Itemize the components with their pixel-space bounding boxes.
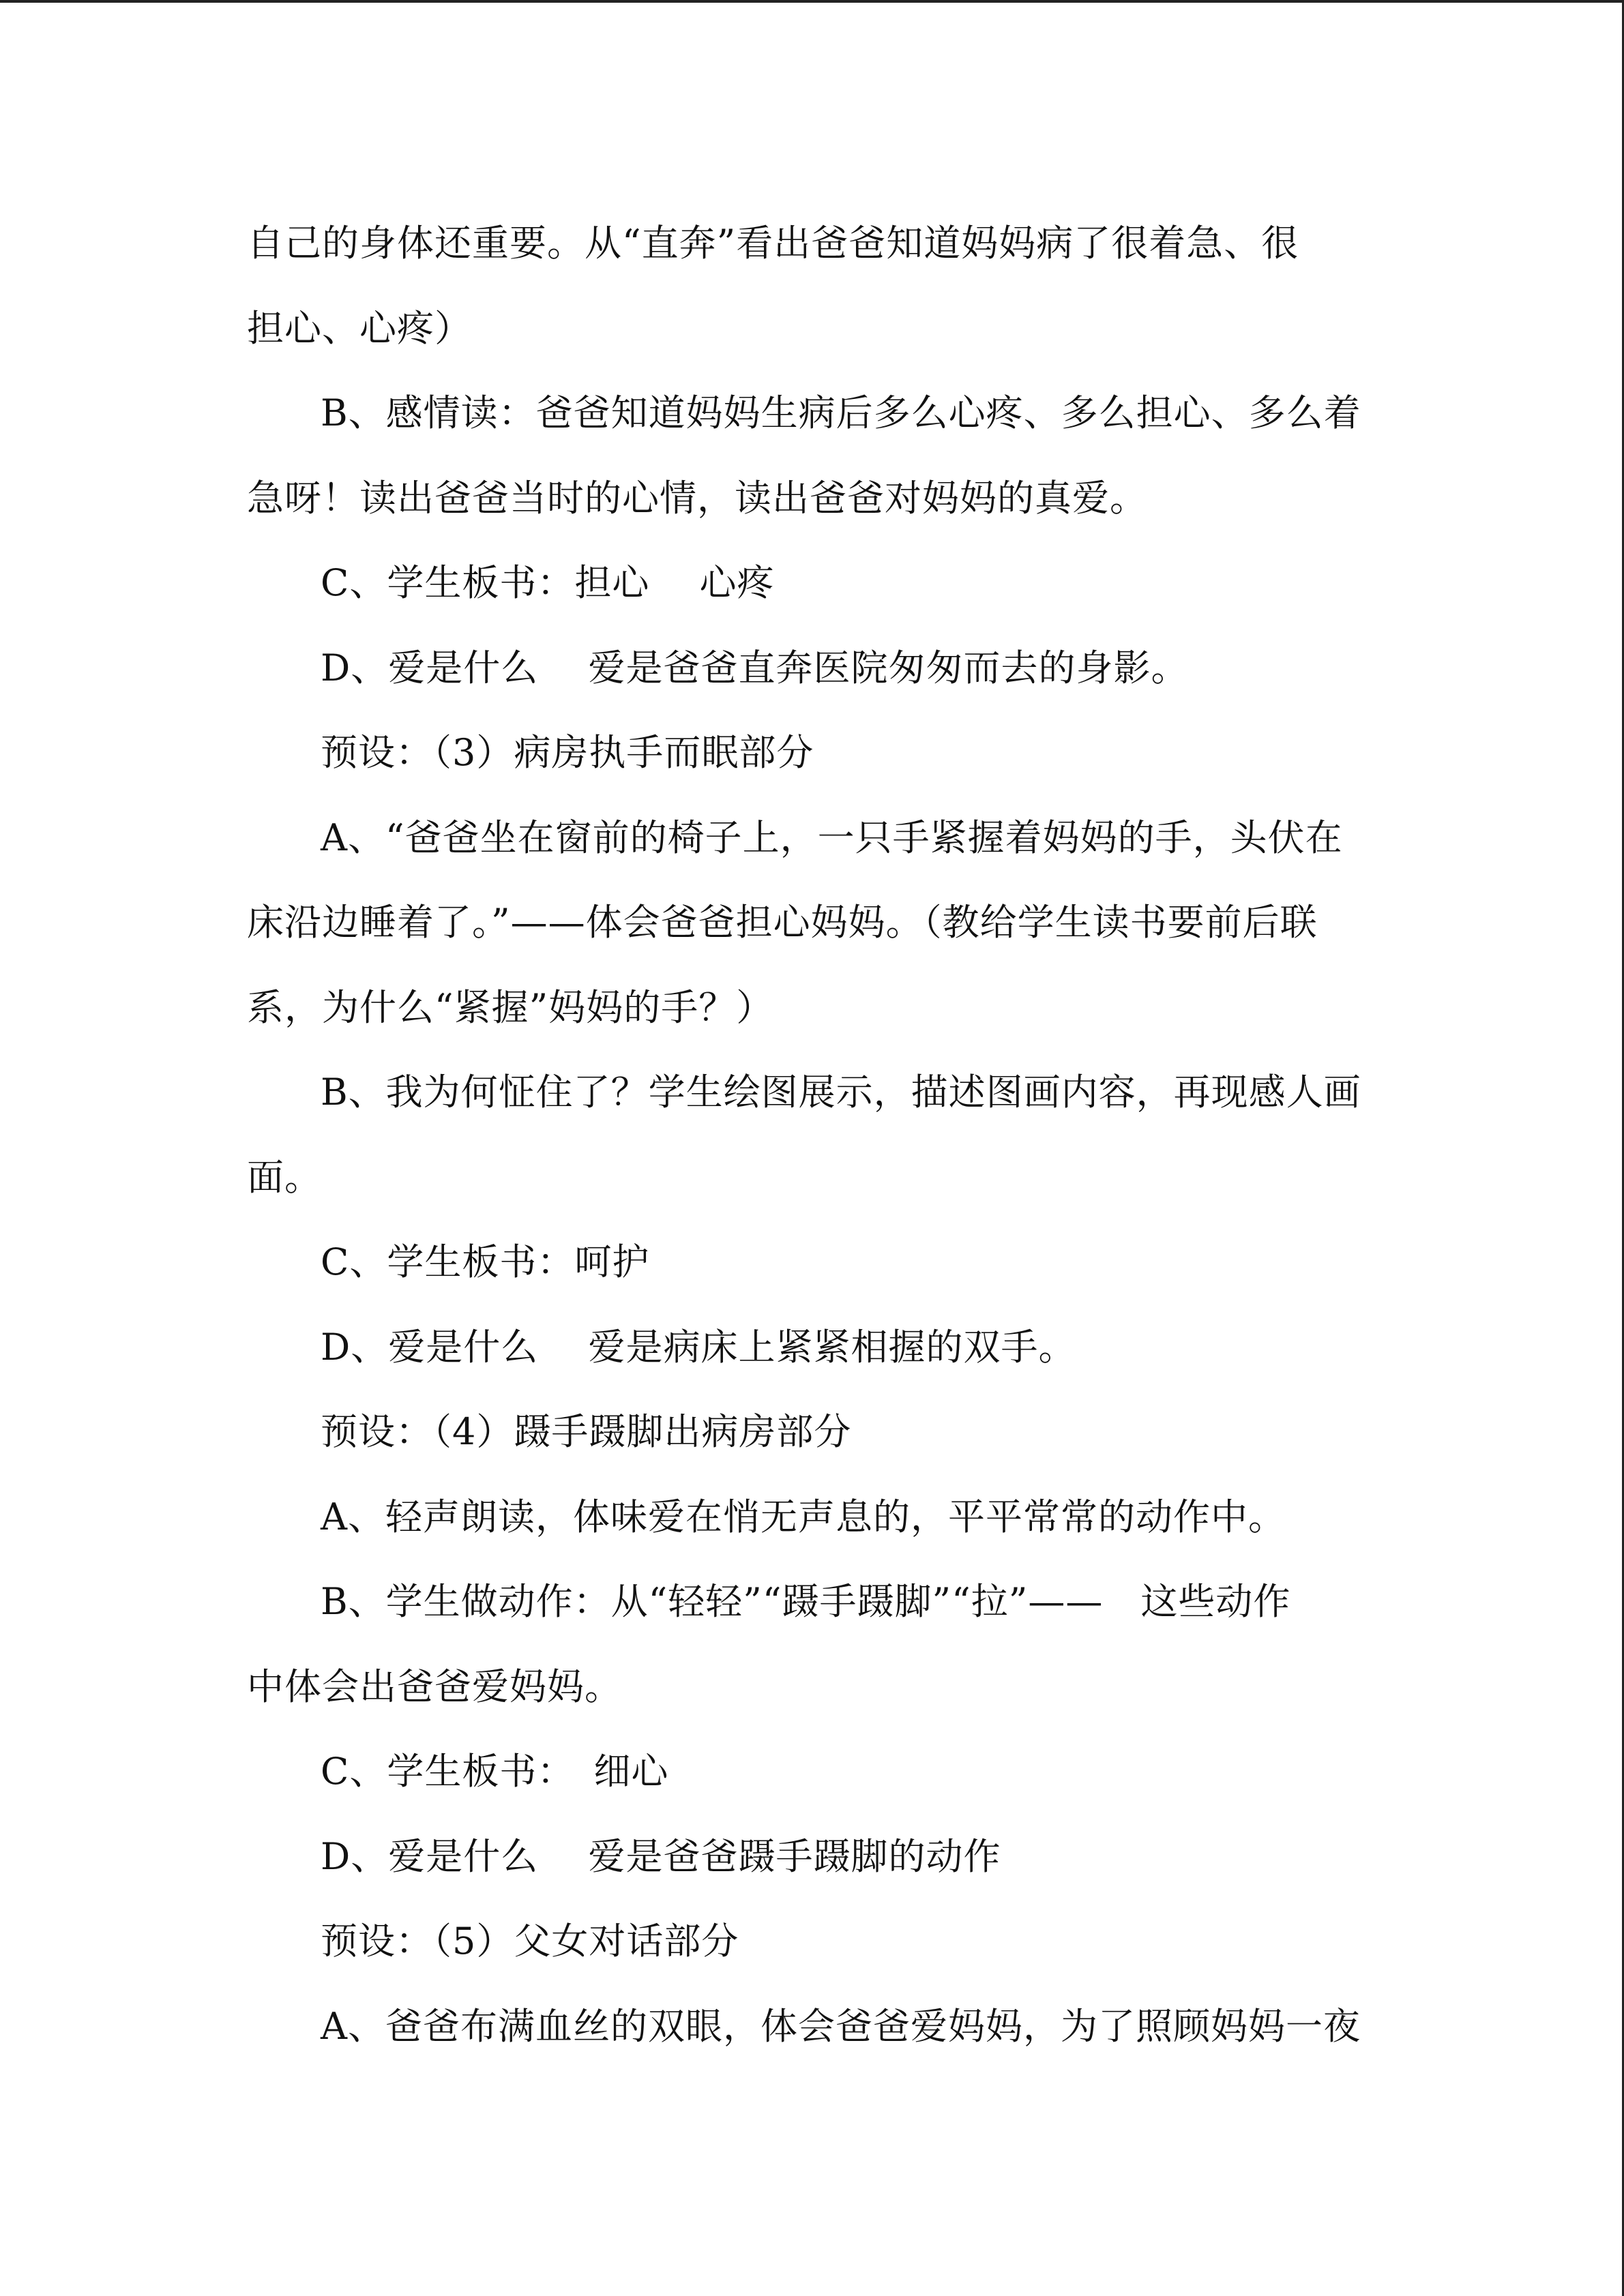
- text-line: A、轻声朗读，体味爱在悄无声息的，平平常常的动作中。: [321, 1495, 1286, 1538]
- text-line: C、学生板书：呵护: [321, 1240, 650, 1283]
- text-line: D、爱是什么 爱是病床上紧紧相握的双手。: [321, 1325, 1076, 1369]
- text-line: A、爸爸布满血丝的双眼，体会爸爸爱妈妈，为了照顾妈妈一夜: [321, 2004, 1361, 2048]
- text-line: C、学生板书： 细心: [321, 1750, 669, 1793]
- text-line: B、我为何怔住了？学生绘图展示，描述图画内容，再现感人画: [321, 1071, 1361, 1114]
- section-heading: 预设：（5）父女对话部分: [321, 1920, 739, 1963]
- text-line: 系，为什么“紧握”妈妈的手？）: [247, 985, 774, 1029]
- text-line: B、感情读：爸爸知道妈妈生病后多么心疼、多么担心、多么着: [321, 391, 1361, 434]
- text-line: 自己的身体还重要。从“直奔”看出爸爸知道妈妈病了很着急、很: [247, 222, 1299, 265]
- section-heading: 预设：（4）蹑手蹑脚出病房部分: [321, 1410, 852, 1453]
- text-line: 急呀！读出爸爸当时的心情，读出爸爸对妈妈的真爱。: [247, 476, 1147, 520]
- text-line: C、学生板书：担心 心疼: [321, 561, 775, 604]
- text-line: 中体会出爸爸爱妈妈。: [247, 1665, 622, 1708]
- section-heading: 预设：（3）病房执手而眠部分: [321, 731, 814, 774]
- text-line: B、学生做动作：从“轻轻”“蹑手蹑脚”“拉”—— 这些动作: [321, 1580, 1291, 1623]
- text-line: 担心、心疼）: [247, 306, 472, 350]
- text-line: 面。: [247, 1155, 322, 1199]
- text-line: D、爱是什么 爱是爸爸直奔医院匆匆而去的身影。: [321, 646, 1189, 689]
- page-border-top: [0, 0, 1624, 3]
- document-body: [247, 201, 1372, 2069]
- text-line: A、“爸爸坐在窗前的椅子上，一只手紧握着妈妈的手，头伏在: [321, 816, 1343, 859]
- text-line: 床沿边睡着了。”——体会爸爸担心妈妈。（教给学生读书要前后联: [247, 901, 1318, 944]
- text-line: D、爱是什么 爱是爸爸蹑手蹑脚的动作: [321, 1834, 1001, 1878]
